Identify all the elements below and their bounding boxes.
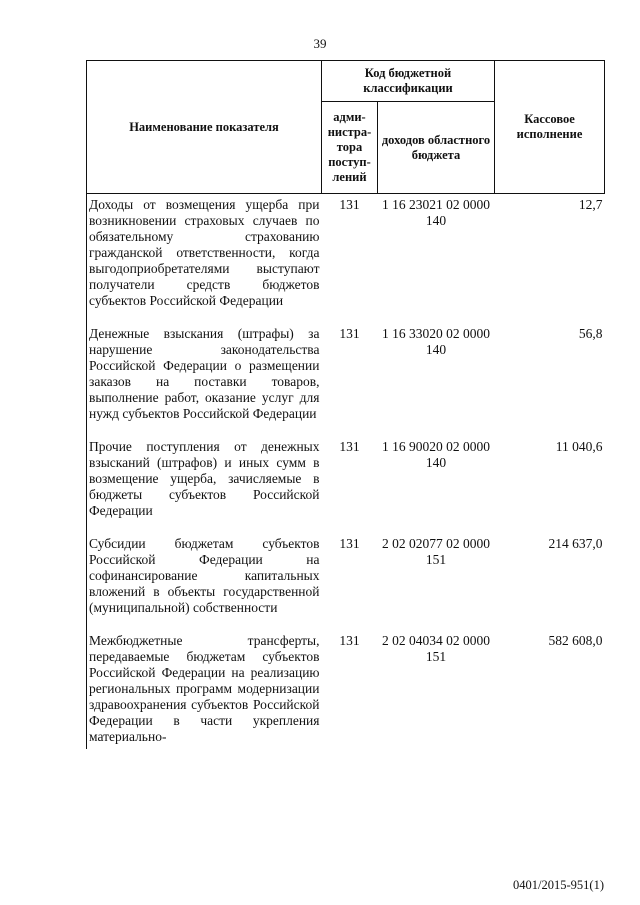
row-admin-code: 131 [339, 633, 360, 648]
row-revenue-code: 1 16 33020 02 0000 140 [382, 326, 490, 357]
table-row [87, 323, 605, 436]
row-name: Доходы от возмещения ущерба при возникновении страховых случаев по обязательному страхованию гражданской ответственности, когда выгодоприобретателями выступают получатели средств бюджетов субъектов Российской Федерации [87, 194, 322, 324]
table-row [87, 533, 605, 630]
row-amount: 582 608,0 [548, 633, 603, 648]
table-row [87, 194, 605, 324]
row-revenue-code: 1 16 23021 02 0000 140 [382, 197, 490, 228]
row-amount: 11 040,6 [555, 439, 603, 454]
table-body [87, 194, 605, 750]
row-revenue-code: 2 02 04034 02 0000 151 [382, 633, 490, 664]
header-administrator: адми-нистра-тора поступ-лений [322, 102, 378, 194]
row-admin-code: 131 [339, 439, 360, 454]
row-revenue-code: 2 02 02077 02 0000 151 [382, 536, 490, 567]
row-name: Субсидии бюджетам субъектов Российской Федерации на софинансирование капитальных вложений в объекты государственной (муниципальной) собственности [87, 533, 322, 630]
row-admin-code: 131 [339, 197, 360, 212]
row-revenue-code: 1 16 90020 02 0000 140 [382, 439, 490, 470]
row-amount: 12,7 [578, 197, 603, 212]
document-registration-code: 0401/2015-951(1) [513, 878, 604, 892]
row-admin-code: 131 [339, 536, 360, 551]
header-indicator-name: Наименование показателя [87, 61, 322, 194]
row-admin-code: 131 [339, 326, 360, 341]
header-cash-execution: Кассовое исполнение [495, 61, 605, 194]
row-name: Межбюджетные трансферты, передаваемые бюджетам субъектов Российской Федерации на реализацию региональных программ модернизации здравоохранения субъектов Российской Федерации в части укрепления материально- [87, 630, 322, 749]
table-row [87, 630, 605, 749]
header-regional-revenue: доходов областного бюджета [378, 102, 495, 194]
table-header [87, 61, 605, 194]
row-amount: 56,8 [578, 326, 603, 341]
header-budget-code-group: Код бюджетной классификации [322, 61, 495, 102]
row-name: Денежные взыскания (штрафы) за нарушение законодательства Российской Федерации о размещении заказов на поставки товаров, выполнение работ, оказание услуг для нужд субъектов Российской Федерации [87, 323, 322, 436]
row-amount: 214 637,0 [548, 536, 603, 551]
table-row [87, 436, 605, 533]
page-number: 39 [313, 36, 327, 51]
budget-execution-table [86, 60, 605, 749]
row-name: Прочие поступления от денежных взысканий (штрафов) и иных сумм в возмещение ущерба, зачисляемые в бюджеты субъектов Российской Федерации [87, 436, 322, 533]
